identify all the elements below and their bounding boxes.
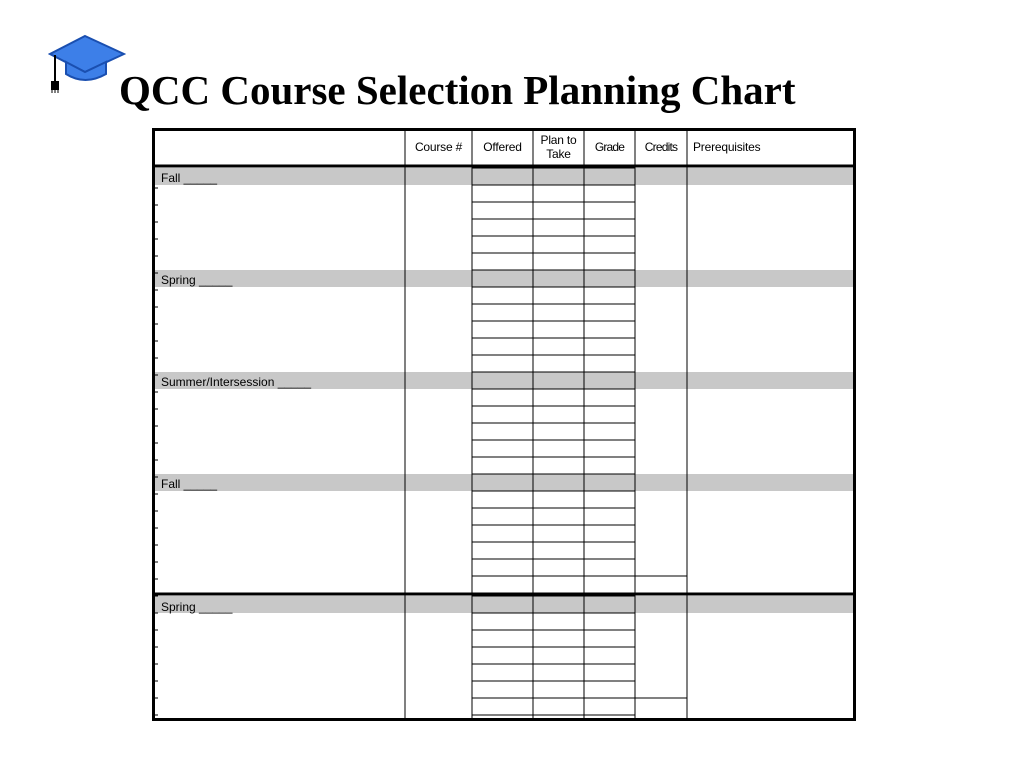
header-prerequisites: Prerequisites [693, 140, 761, 154]
semester-band [155, 270, 853, 287]
header-offered: Offered [483, 140, 522, 154]
page-title: QCC Course Selection Planning Chart [119, 67, 796, 113]
header-course-number: Course # [414, 140, 463, 154]
header-blank [155, 128, 405, 166]
semester-band [155, 474, 853, 491]
semester-label-spring-1: Spring _____ [161, 273, 233, 287]
header-credits: Credits [644, 140, 678, 154]
header-plan-to-take: Plan to Take [540, 133, 577, 161]
semester-label-summer: Summer/Intersession _____ [161, 375, 312, 389]
table-grid [152, 128, 856, 721]
semester-band [155, 168, 853, 185]
semester-label-fall-1: Fall _____ [161, 171, 218, 185]
table-frame [154, 130, 855, 720]
header-grade: Grade [594, 140, 625, 154]
semester-band [155, 596, 853, 613]
graduation-cap-icon [48, 33, 126, 95]
semester-label-spring-2: Spring _____ [161, 600, 233, 614]
planning-table [152, 128, 856, 721]
semester-label-fall-2: Fall _____ [161, 477, 218, 491]
